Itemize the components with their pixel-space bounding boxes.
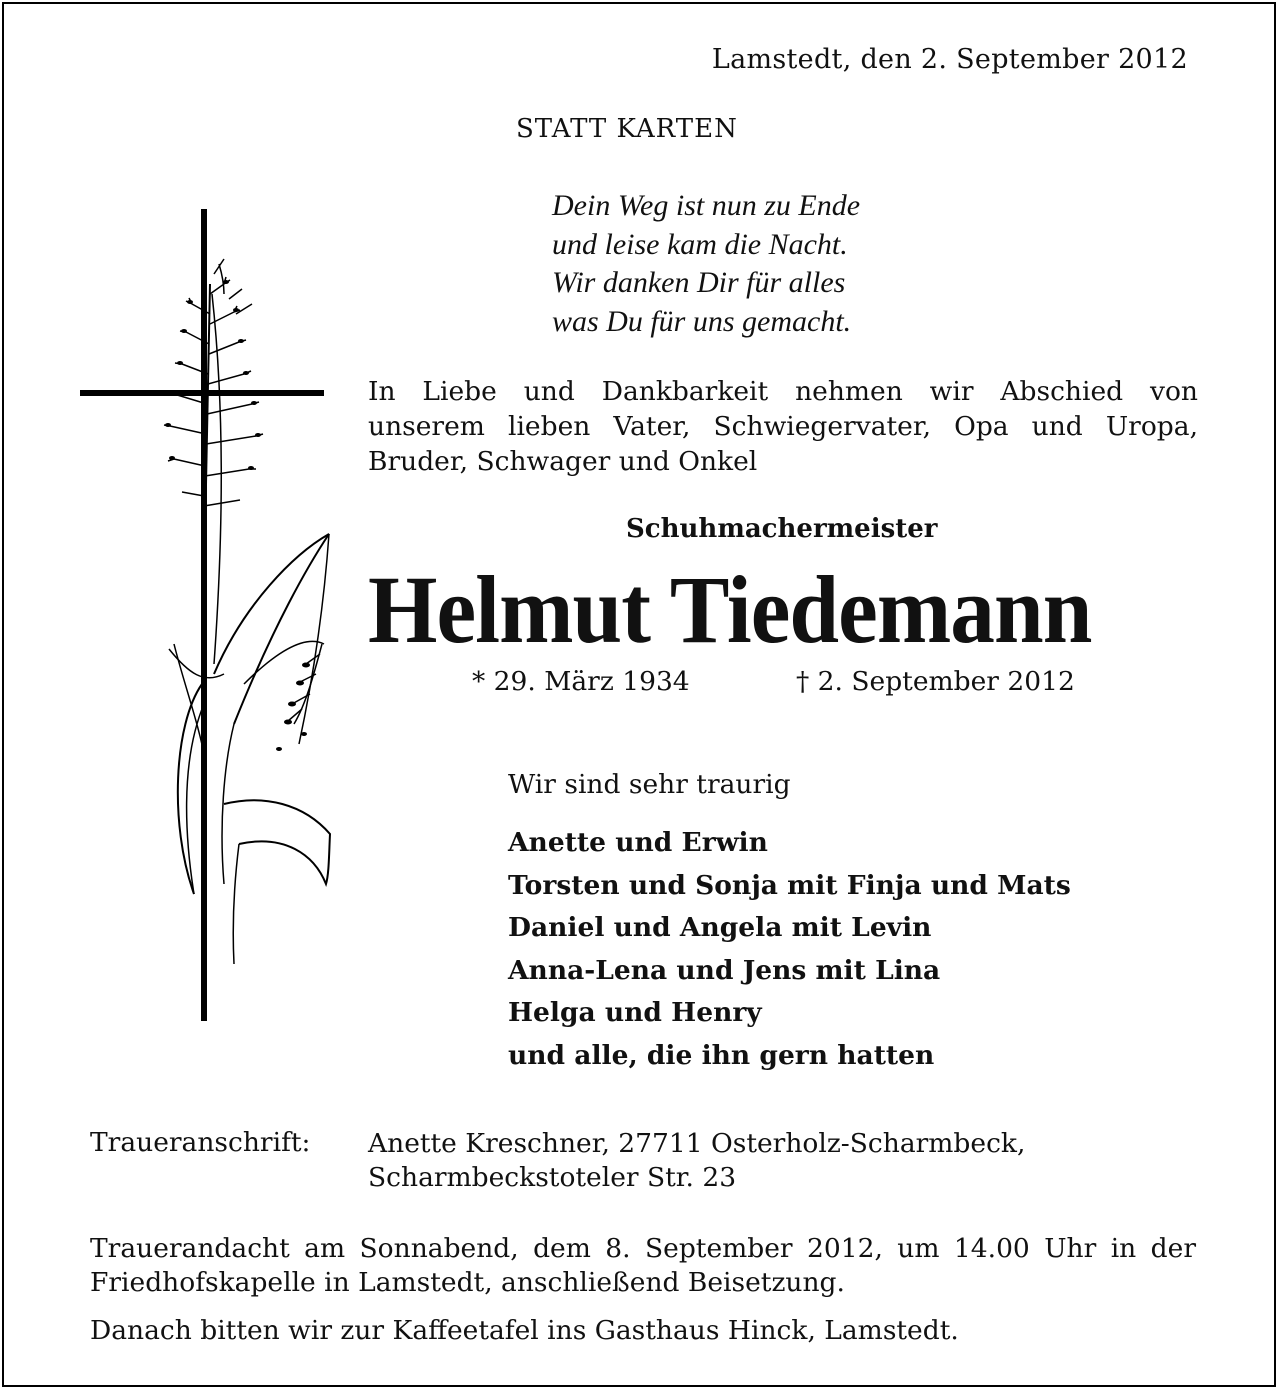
mourning-line: Wir sind sehr traurig xyxy=(508,769,791,800)
service-line: Trauerandacht am Sonnabend, dem 8. September 2012, um 14.00 Uhr in der xyxy=(90,1233,1196,1264)
address-label: Traueranschrift: xyxy=(90,1127,311,1158)
family-member: Anette und Erwin xyxy=(508,827,768,858)
family-list xyxy=(508,824,1071,1079)
family-member: Torsten und Sonja mit Finja und Mats xyxy=(508,869,1071,901)
date-line: Lamstedt, den 2. September 2012 xyxy=(711,44,1188,75)
service-info xyxy=(90,1232,1196,1300)
death-date: † 2. September 2012 xyxy=(796,666,1075,697)
coffee-invitation: Danach bitten wir zur Kaffeetafel ins Gasthaus Hinck, Lamstedt. xyxy=(90,1315,959,1346)
obituary-notice xyxy=(2,2,1276,1387)
family-member: Helga und Henry xyxy=(508,997,762,1028)
intro-line: In Liebe und Dankbarkeit nehmen wir Abschied von xyxy=(368,376,1198,407)
deceased-name: Helmut Tiedemann xyxy=(368,556,1092,663)
poem-line: und leise kam die Nacht. xyxy=(552,227,848,261)
poem-line: was Du für uns gemacht. xyxy=(552,304,852,338)
family-member: und alle, die ihn gern hatten xyxy=(508,1039,935,1071)
family-member: Anna-Lena und Jens mit Lina xyxy=(508,954,941,986)
cross-with-grass-icon xyxy=(74,204,334,1034)
address-line: Anette Kreschner, 27711 Osterholz-Scharmbeck, xyxy=(368,1128,1026,1159)
family-member: Daniel und Angela mit Levin xyxy=(508,912,932,943)
address-line: Scharmbeckstoteler Str. 23 xyxy=(368,1162,737,1193)
birth-date: * 29. März 1934 xyxy=(472,666,690,697)
service-line: Friedhofskapelle in Lamstedt, anschließend Beisetzung. xyxy=(90,1267,845,1298)
poem-line: Dein Weg ist nun zu Ende xyxy=(552,189,861,222)
intro-line: unserem lieben Vater, Schwiegervater, Opa und Uropa, xyxy=(368,411,1198,442)
poem-line: Wir danken Dir für alles xyxy=(552,266,846,299)
mourning-address xyxy=(368,1127,1025,1195)
poem xyxy=(552,187,860,341)
statt-karten-heading: STATT KARTEN xyxy=(516,114,738,144)
occupation: Schuhmachermeister xyxy=(626,514,938,544)
intro-line: Bruder, Schwager und Onkel xyxy=(368,446,758,477)
intro-text xyxy=(368,374,1198,479)
